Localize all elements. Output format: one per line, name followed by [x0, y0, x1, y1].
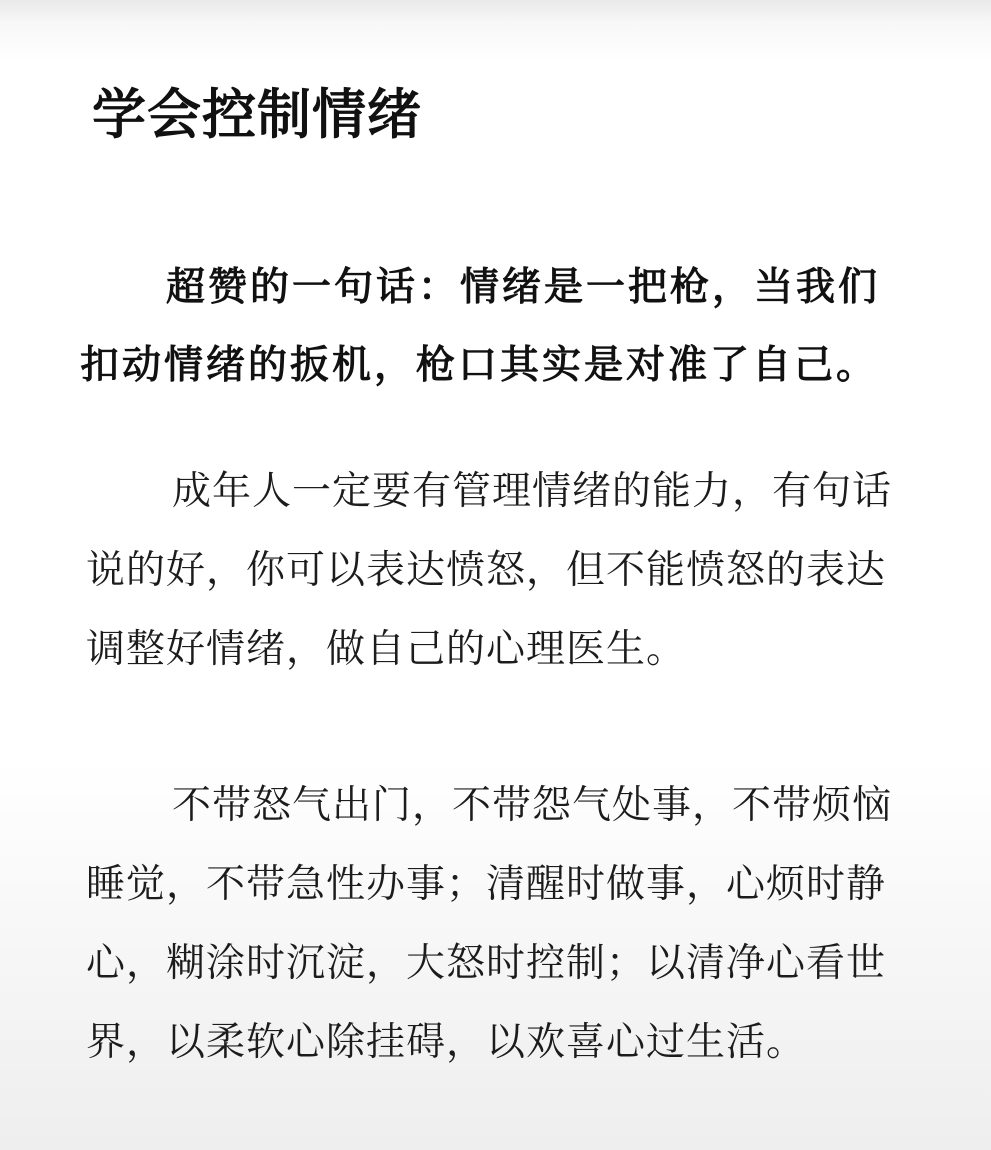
quote-paragraph: [80, 248, 880, 404]
paragraph-3-line-2: 睡觉，不带急性办事；清醒时做事，心烦时静: [86, 862, 887, 907]
paragraph-daily-conduct: [86, 766, 892, 1082]
document-title: 学会控制情绪: [92, 83, 422, 146]
paragraph-3-line-3: 心，糊涂时沉淀，大怒时控制；以清净心看世: [86, 941, 887, 986]
quote-line-2: 扣动情绪的扳机，枪口其实是对准了自己。: [80, 342, 879, 388]
quote-line-1: 超赞的一句话：情绪是一把枪，当我们: [166, 264, 881, 310]
paragraph-3-line-1: 不带怒气出门，不带怨气处事，不带烦恼: [172, 783, 893, 828]
paragraph-2-line-1: 成年人一定要有管理情绪的能力，有句话: [172, 469, 893, 514]
paragraph-2-line-3: 调整好情绪，做自己的心理医生。: [86, 627, 687, 672]
paragraph-2-line-2: 说的好，你可以表达愤怒，但不能愤怒的表达: [86, 548, 887, 593]
paragraph-3-line-4: 界，以柔软心除挂碍，以欢喜心过生活。: [86, 1020, 807, 1065]
paragraph-emotion-management: [86, 452, 892, 689]
